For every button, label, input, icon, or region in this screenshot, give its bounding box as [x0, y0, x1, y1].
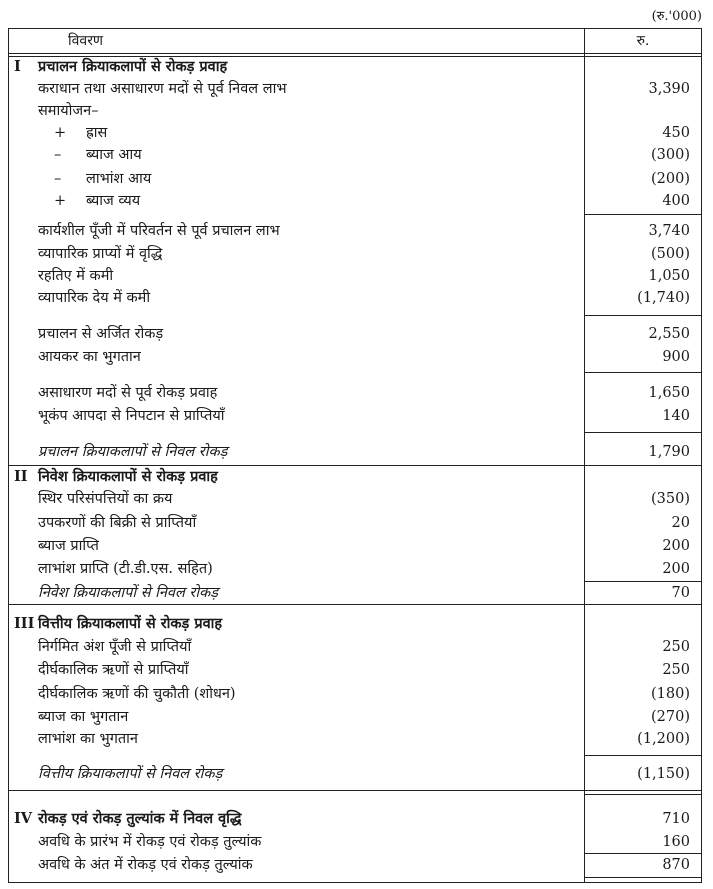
row-amount: 1,050 [648, 268, 690, 284]
row-amount: 900 [662, 349, 690, 365]
table-row [8, 558, 702, 580]
table-row [8, 535, 702, 557]
section-heading-operating [8, 56, 702, 78]
table-row [8, 706, 702, 728]
row-amount: (270) [651, 709, 690, 725]
section-net-label: निवेश क्रियाकलापों से निवल रोकड़ [38, 585, 219, 601]
row-label: लाभांश आय [86, 171, 152, 187]
row-amount: 20 [671, 515, 690, 531]
row-amount: 1,650 [648, 385, 690, 401]
table-row [8, 144, 702, 166]
row-amount: 870 [662, 857, 690, 873]
table-row [8, 287, 702, 309]
row-label: ह्रास [86, 125, 108, 141]
row-label: दीर्घकालिक ऋणों से प्राप्तियाँ [38, 662, 189, 678]
section-number: III [14, 615, 35, 632]
row-label: दीर्घकालिक ऋणों की चुकौती (शोधन) [38, 686, 236, 702]
row-amount: 200 [662, 538, 690, 554]
row-amount: (300) [651, 147, 690, 163]
row-sign: + [54, 193, 67, 209]
table-row [8, 382, 702, 404]
subtotal-rule [584, 755, 702, 756]
row-label: स्थिर परिसंपत्तियों का क्रय [38, 491, 173, 507]
row-label: आयकर का भुगतान [38, 349, 141, 365]
row-label: ब्याज प्राप्ति [38, 538, 99, 554]
section-title: वित्तीय क्रियाकलापों से रोकड़ प्रवाह [38, 615, 223, 632]
section-rule [8, 790, 702, 791]
table-row [8, 831, 702, 853]
table-row [8, 265, 702, 287]
row-label: ब्याज आय [86, 147, 142, 163]
table-row [8, 243, 702, 265]
row-label: कराधान तथा असाधारण मदों से पूर्व निवल लाभ [38, 81, 287, 97]
row-amount: 2,550 [648, 326, 690, 342]
row-label: लाभांश का भुगतान [38, 731, 138, 747]
column-header-particulars: विवरण [68, 33, 104, 49]
table-row [8, 854, 702, 876]
row-amount: 3,390 [648, 81, 690, 97]
row-label: अवधि के अंत में रोकड़ एवं रोकड़ तुल्यांक [38, 857, 253, 873]
row-label: समायोजन– [38, 103, 99, 119]
section-net-label: प्रचालन क्रियाकलापों से निवल रोकड़ [38, 444, 228, 460]
row-label: ब्याज का भुगतान [38, 709, 129, 725]
section-net-row [8, 582, 702, 604]
table-row [8, 488, 702, 510]
row-label: ब्याज व्यय [86, 193, 141, 209]
cash-flow-statement-table [8, 28, 702, 883]
net-increase-amount: 710 [662, 811, 690, 827]
header-rule [8, 53, 702, 54]
section-net-amount: (1,150) [637, 766, 690, 782]
row-label: व्यापारिक प्राप्यों में वृद्धि [38, 246, 163, 262]
table-row [8, 220, 702, 242]
table-row [8, 728, 702, 750]
row-label: लाभांश प्राप्ति (टी.डी.एस. सहित) [38, 561, 213, 577]
row-label: असाधारण मदों से पूर्व रोकड़ प्रवाह [38, 385, 218, 401]
section-rule [8, 604, 702, 605]
column-header-amount: रु. [636, 33, 650, 49]
table-border-top [8, 28, 702, 29]
table-row [8, 323, 702, 345]
section-number: I [14, 58, 21, 75]
section-title: रोकड़ एवं रोकड़ तुल्यांक में निवल वृद्धि [38, 810, 242, 827]
row-label: कार्यशील पूँजी में परिवर्तन से पूर्व प्रचालन लाभ [38, 223, 280, 239]
table-row [8, 659, 702, 681]
subtotal-rule [584, 315, 702, 316]
row-sign: – [54, 147, 62, 163]
section-rule-double [584, 794, 702, 795]
row-amount: 140 [662, 408, 690, 424]
subtotal-rule [584, 214, 702, 215]
currency-unit-note: (रु.'000) [651, 9, 702, 24]
table-row [8, 168, 702, 190]
total-rule [584, 877, 702, 878]
table-row [8, 190, 702, 212]
row-label: रहतिए में कमी [38, 268, 114, 284]
subtotal-rule [584, 432, 702, 433]
section-net-row [8, 441, 702, 463]
row-amount: 200 [662, 561, 690, 577]
row-amount: 400 [662, 193, 690, 209]
row-amount: (350) [651, 491, 690, 507]
section-heading-investing [8, 466, 702, 488]
row-label: अवधि के प्रारंभ में रोकड़ एवं रोकड़ तुल्यांक [38, 834, 262, 850]
row-amount: (180) [651, 686, 690, 702]
row-amount: 250 [662, 639, 690, 655]
section-heading-net-increase [8, 808, 702, 830]
section-title: निवेश क्रियाकलापों से रोकड़ प्रवाह [38, 468, 218, 485]
table-row [8, 636, 702, 658]
row-amount: (1,740) [637, 290, 690, 306]
row-amount: 450 [662, 125, 690, 141]
table-row [8, 78, 702, 100]
table-border-bottom [8, 882, 702, 883]
section-number: IV [14, 810, 33, 827]
section-net-row [8, 763, 702, 785]
row-amount: (500) [651, 246, 690, 262]
section-title: प्रचालन क्रियाकलापों से रोकड़ प्रवाह [38, 58, 228, 75]
section-net-label: वित्तीय क्रियाकलापों से निवल रोकड़ [38, 766, 223, 782]
row-label: व्यापारिक देय में कमी [38, 290, 151, 306]
section-number: II [14, 468, 28, 485]
subtotal-rule [584, 372, 702, 373]
row-label: निर्गमित अंश पूँजी से प्राप्तियाँ [38, 639, 192, 655]
row-sign: + [54, 125, 67, 141]
section-net-amount: 1,790 [648, 444, 690, 460]
row-amount: (200) [651, 171, 690, 187]
table-row [8, 405, 702, 427]
table-row [8, 100, 702, 122]
table-row [8, 122, 702, 144]
table-row [8, 346, 702, 368]
row-amount: 3,740 [648, 223, 690, 239]
row-sign: – [54, 171, 62, 187]
table-row [8, 512, 702, 534]
row-label: भूकंप आपदा से निपटान से प्राप्तियाँ [38, 408, 225, 424]
section-net-amount: 70 [671, 585, 690, 601]
row-label: प्रचालन से अर्जित रोकड़ [38, 326, 164, 342]
row-amount: 250 [662, 662, 690, 678]
row-amount: (1,200) [637, 731, 690, 747]
table-row [8, 683, 702, 705]
section-heading-financing [8, 613, 702, 635]
row-label: उपकरणों की बिक्री से प्राप्तियाँ [38, 515, 197, 531]
row-amount: 160 [662, 834, 690, 850]
